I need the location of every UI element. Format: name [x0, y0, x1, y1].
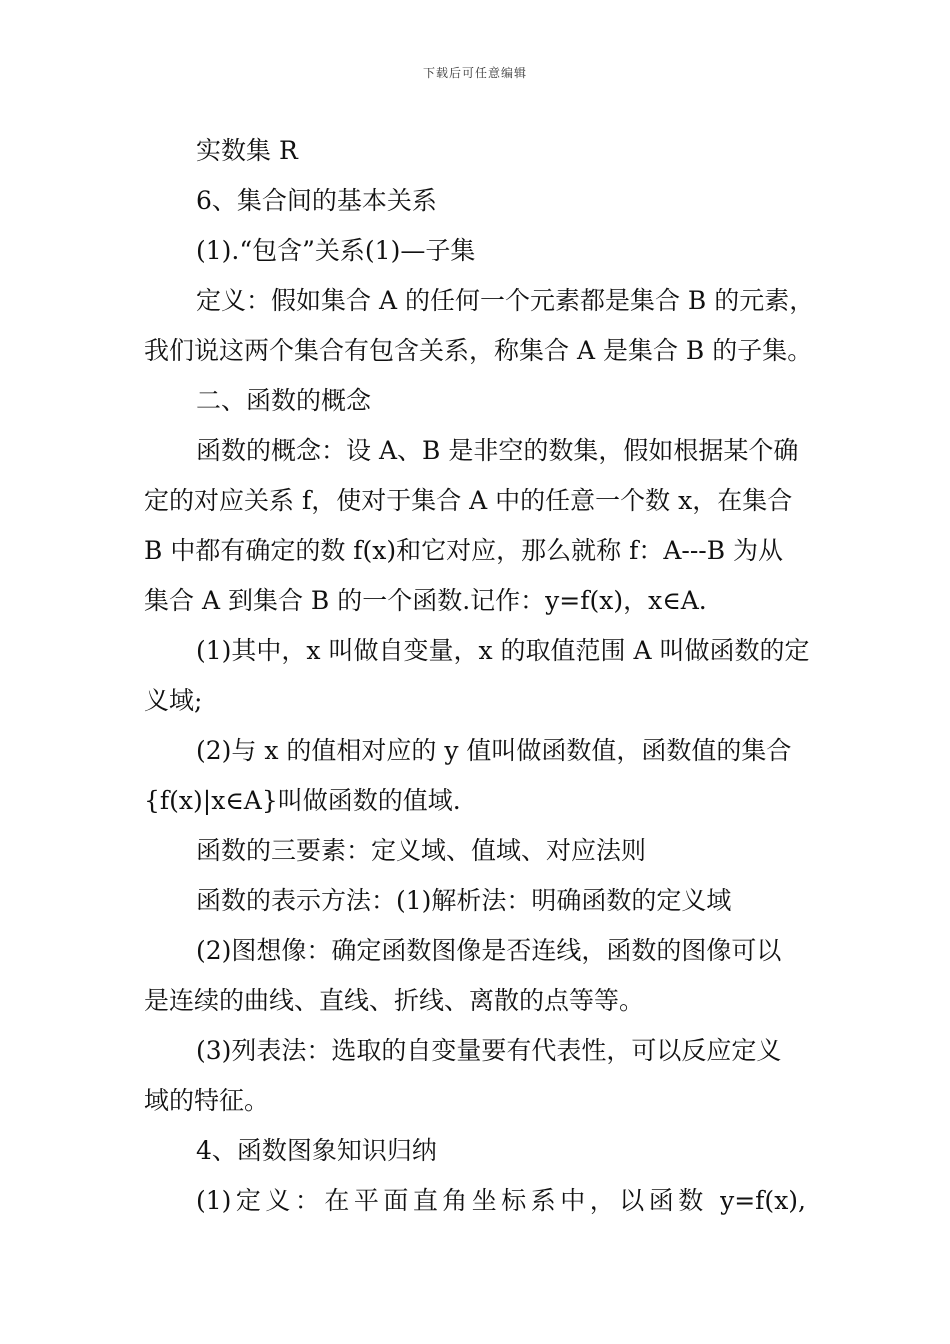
paragraph-line: (2)图想像：确定函数图像是否连线，函数的图像可以 [196, 936, 782, 965]
paragraph-line: B 中都有确定的数 f(x)和它对应，那么就称 f：A---B 为从 [144, 536, 784, 565]
paragraph-line: 我们说这两个集合有包含关系，称集合 A 是集合 B 的子集。 [144, 336, 813, 365]
paragraph-line: 是连续的曲线、直线、折线、离散的点等等。 [144, 986, 645, 1015]
paragraph-line: {f(x)|x∈A}叫做函数的值域. [144, 786, 461, 815]
paragraph-line: 定的对应关系 f，使对于集合 A 中的任意一个数 x，在集合 [144, 486, 793, 515]
paragraph-line: (2)与 x 的值相对应的 y 值叫做函数值，函数值的集合 [196, 736, 792, 765]
paragraph-line: (1)其中，x 叫做自变量，x 的取值范围 A 叫做函数的定 [196, 636, 810, 665]
text-line: 实数集 R [196, 136, 298, 165]
paragraph-line: (1)定义：在平面直角坐标系中，以函数 y=f(x), [196, 1186, 806, 1215]
subsection-heading: (1).“包含”关系(1)—子集 [196, 236, 476, 265]
paragraph-line: 函数的概念：设 A、B 是非空的数集，假如根据某个确 [196, 436, 799, 465]
page-header: 下载后可任意编辑 [422, 66, 527, 80]
paragraph-line: 集合 A 到集合 B 的一个函数.记作：y=f(x)，x∈A. [144, 586, 707, 615]
paragraph-line: 函数的表示方法：(1)解析法：明确函数的定义域 [196, 886, 732, 915]
section-heading: 6、集合间的基本关系 [196, 186, 437, 215]
paragraph-line: 定义：假如集合 A 的任何一个元素都是集合 B 的元素， [196, 286, 815, 315]
document-body [144, 126, 814, 1226]
paragraph-line: 函数的三要素：定义域、值域、对应法则 [196, 836, 647, 865]
paragraph-line: 义域; [144, 686, 203, 715]
section-heading: 二、函数的概念 [196, 386, 372, 415]
section-heading: 4、函数图象知识归纳 [196, 1136, 437, 1165]
paragraph-line: (3)列表法：选取的自变量要有代表性，可以反应定义 [196, 1036, 782, 1065]
paragraph-line: 域的特征。 [144, 1086, 270, 1115]
